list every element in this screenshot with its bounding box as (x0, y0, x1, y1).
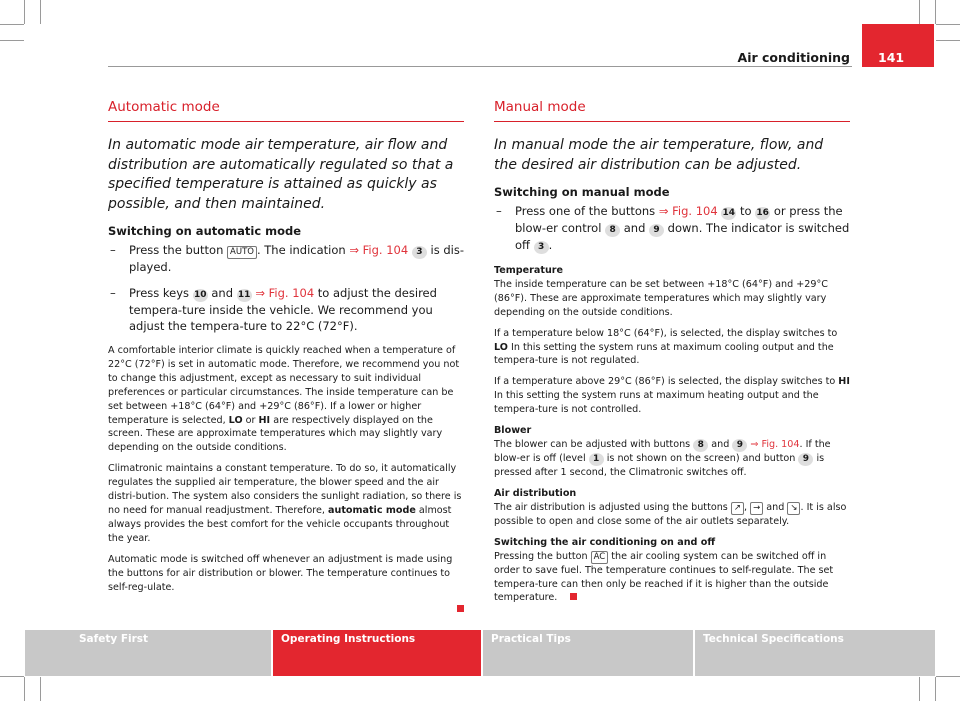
bullet-item: – Press the button AUTO . The indication ⇒ Fig. 104 3 is dis-played. (110, 243, 464, 274)
crop-mark (0, 40, 24, 41)
crop-mark (24, 0, 25, 24)
figure-link[interactable]: ⇒ Fig. 104 (658, 204, 718, 218)
section-end-marker (570, 593, 577, 600)
footer-tab-practical-tips[interactable]: Practical Tips (483, 630, 693, 676)
switching-on-manual-heading: Switching on manual mode (494, 185, 670, 199)
crop-mark (40, 677, 41, 701)
air-windscreen-icon: ↗ (731, 502, 744, 515)
body-paragraph: If a temperature below 18°C (64°F), is selected, the display switches to LO In this setting the system runs at maximum cooling output and the tempera-ture is not regulated. (494, 327, 838, 367)
callout-badge: 9 (732, 439, 747, 452)
footer-tab-technical-specifications[interactable]: Technical Specifications (695, 630, 935, 676)
section-title: Air conditioning (737, 50, 850, 65)
air-upper-body-icon: → (750, 502, 763, 515)
callout-badge: 3 (412, 246, 427, 259)
body-paragraph: Automatic mode is switched off whenever an adjustment is made using the buttons for air distribution or blower. The temperature continues to self-reg-ulate. (108, 553, 453, 593)
crop-mark (919, 677, 920, 701)
crop-mark (40, 0, 41, 24)
body-paragraph: If a temperature above 29°C (86°F) is selected, the display switches to HI In this setting the system runs at maximum heating output and the tempera-ture is not controlled. (494, 376, 850, 416)
body-paragraph: Climatronic maintains a constant temperature. To do so, it automatically regulates the supplied air temperature, the blower speed and the air distri-bution. The system also considers the sunlight radiation, so there is no need for manual readjustment. Therefore, automatic mode almost always provides the best comfort for the vehicle occupants throughout the year. (108, 463, 462, 544)
body-paragraph: The blower can be adjusted with buttons 8 and 9 ⇒ Fig. 104. If the blow-er is off (level 1 is not shown on the screen) and button 9 is pressed after 1 second, the Climatronic switches off. (494, 438, 831, 478)
blower-heading: Blower (494, 425, 532, 437)
figure-link[interactable]: ⇒ Fig. 104 (349, 243, 409, 257)
ac-heading: Switching the air conditioning on and off (494, 536, 716, 548)
crop-mark (0, 676, 24, 677)
ac-key-icon: AC (591, 551, 609, 564)
callout-badge: 11 (237, 290, 251, 300)
body-paragraph: The inside temperature can be set between +18°C (64°F) and +29°C (86°F). These are approximate temperatures which may slightly vary depending on the outside conditions. (494, 278, 828, 318)
crop-mark (936, 40, 960, 41)
callout-badge: 1 (589, 453, 604, 466)
automatic-mode-section (108, 99, 464, 616)
callout-badge: 8 (693, 439, 708, 452)
air-footwell-icon: ↘ (787, 502, 800, 515)
callout-badge: 9 (649, 224, 664, 237)
crop-mark (936, 24, 960, 25)
footer-tab-safety-first[interactable]: Safety First (25, 630, 271, 676)
automatic-mode-heading: Automatic mode (108, 99, 464, 122)
automatic-mode-intro: In automatic mode air temperature, air flow and distribution are automatically regulated so that a specified temperature is attained as quickly as possible, and then maintained. (108, 137, 454, 212)
body-paragraph: The air distribution is adjusted using the buttons ↗ , → and ↘ . It is also possible to open and close some of the air outlets separately. (494, 501, 847, 527)
bullet-item: – Press keys 10 and 11 ⇒ Fig. 104 to adjust the desired tempera-ture inside the vehicle. We recommend you adjust the tempera-ture to 22°C (72°F). (110, 286, 437, 333)
callout-badge: 9 (798, 453, 813, 466)
crop-mark (936, 676, 960, 677)
figure-link[interactable]: ⇒ Fig. 104 (255, 286, 315, 300)
header-rule (108, 66, 852, 67)
air-distribution-heading: Air distribution (494, 487, 577, 499)
switching-on-automatic-heading: Switching on automatic mode (108, 224, 302, 238)
crop-mark (0, 24, 24, 25)
section-end-marker (457, 605, 464, 612)
bullet-item: – Press one of the buttons ⇒ Fig. 104 14 to 16 or press the blow-er control 8 and 9 down. The indicator is switched off 3 . (496, 204, 850, 252)
callout-badge: 8 (605, 224, 620, 237)
manual-mode-section (494, 99, 850, 612)
crop-mark (935, 677, 936, 701)
footer-tab-operating-instructions[interactable]: Operating Instructions (273, 630, 481, 676)
manual-mode-heading: Manual mode (494, 99, 850, 122)
callout-badge: 16 (756, 208, 769, 218)
page-number: 141 (878, 50, 905, 65)
temperature-heading: Temperature (494, 265, 564, 276)
crop-mark (24, 677, 25, 701)
figure-link[interactable]: ⇒ Fig. 104 (747, 438, 800, 450)
callout-badge: 14 (722, 208, 736, 218)
body-paragraph: Pressing the button AC the air cooling system can be switched off in order to save fuel. The temperature continues to self-regulate. The set tempera-ture can then only be reached if it is higher than the outside temperature. (494, 550, 834, 604)
crop-mark (919, 0, 920, 24)
callout-badge: 10 (193, 290, 207, 300)
callout-badge: 3 (534, 241, 549, 254)
manual-mode-intro: In manual mode the air temperature, flow, and the desired air distribution can be adjusted. (494, 137, 824, 173)
auto-key-icon: AUTO (227, 246, 257, 259)
body-paragraph: A comfortable interior climate is quickly reached when a temperature of 22°C (72°F) is set in automatic mode. Therefore, we recommend you not to change this adjustment, except as necessary to suit individual preferences or particular circumstances. The inside temperature can be set between +18°C (64°F) and +29°C (86°F). If a lower or higher temperature is selected, LO or HI are respectively displayed on the screen. These are approximate temperatures which may slightly vary depending on the outside conditions. (108, 345, 460, 454)
crop-mark (935, 0, 936, 24)
